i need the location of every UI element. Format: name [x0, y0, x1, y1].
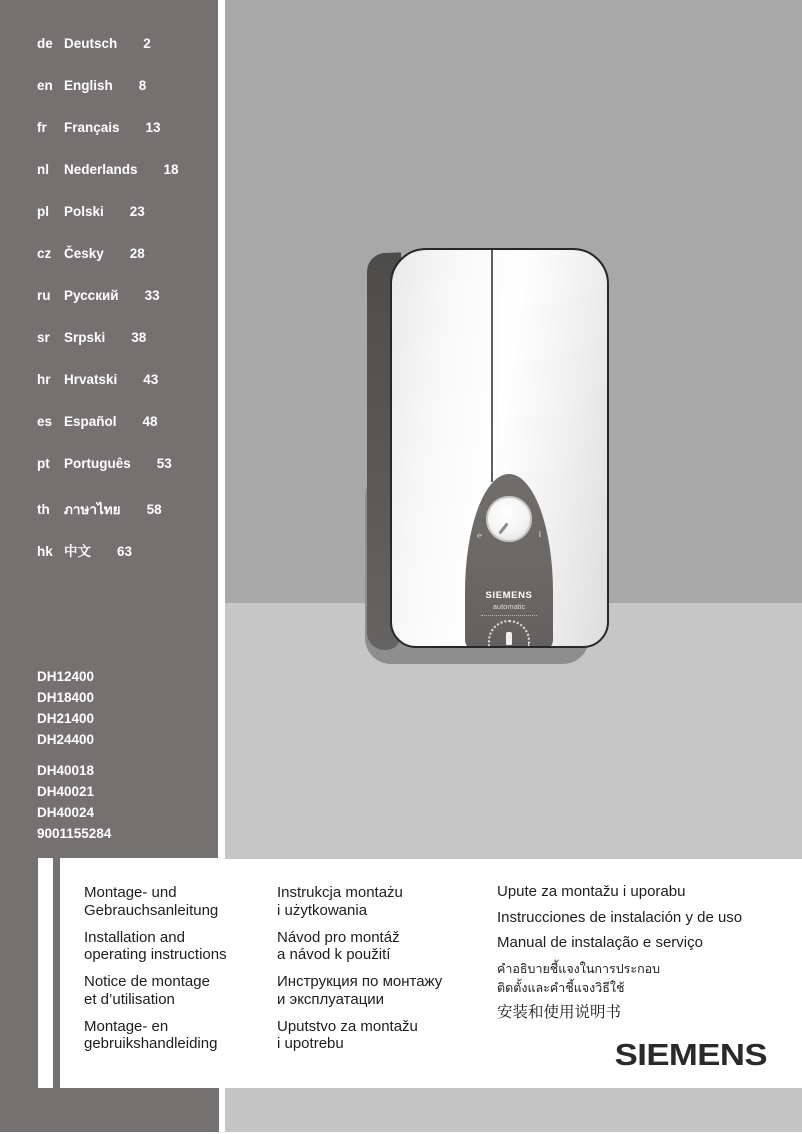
language-code: cz: [37, 246, 52, 261]
title-de: [84, 884, 274, 919]
language-name: Srpski: [64, 330, 106, 345]
model-number-group-2: [37, 760, 111, 844]
language-code: hk: [37, 544, 53, 559]
spout-icon: [506, 632, 512, 645]
language-name: Português: [64, 456, 131, 471]
language-name: Français: [64, 120, 120, 135]
language-name: Deutsch: [64, 36, 118, 51]
language-name: Česky: [64, 246, 104, 261]
front-seam-light-line: [496, 250, 499, 482]
language-name: Hrvatski: [64, 372, 118, 387]
title-ru: [277, 973, 492, 1008]
front-seam-dark-line: [491, 250, 493, 482]
title-pt: Manual de instalação e serviço: [497, 934, 703, 951]
title-line: и эксплуатации: [277, 990, 385, 1008]
language-row-sr: [37, 330, 212, 344]
bottom-gray-bar: [225, 1088, 802, 1132]
knob-min-mark: ℮: [477, 531, 482, 540]
title-line: Instrukcja montażu: [277, 884, 403, 901]
language-row-hr: [37, 372, 212, 386]
title-line: Notice de montage: [84, 973, 210, 990]
language-row-pt: [37, 456, 212, 470]
model-number: DH40018: [37, 763, 95, 778]
title-line: Инструкция по монтажу: [277, 973, 443, 990]
language-code: en: [37, 78, 53, 93]
language-page-number: 13: [145, 120, 161, 135]
language-row-cz: [37, 246, 212, 260]
title-line: Montage- en: [84, 1017, 169, 1035]
language-row-es: [37, 414, 212, 428]
water-heater-front: [390, 248, 609, 648]
language-page-number: 48: [142, 414, 158, 429]
language-page-number: 38: [131, 330, 147, 345]
product-illustration-scene: [225, 0, 802, 859]
temperature-knob: [486, 496, 532, 542]
language-name: 中文: [64, 544, 91, 559]
title-hr: Upute za montažu i uporabu: [497, 883, 686, 900]
language-code: de: [37, 36, 53, 51]
language-code: sr: [37, 330, 50, 345]
model-number: DH12400: [37, 669, 95, 684]
language-name: Nederlands: [64, 162, 138, 177]
language-name: Русский: [64, 288, 119, 303]
language-code: pl: [37, 204, 49, 219]
language-page-number: 28: [129, 246, 145, 261]
device-automatic-label: automatic: [492, 602, 526, 611]
language-name: Español: [64, 414, 117, 429]
title-line: Installation and: [84, 928, 185, 946]
title-en: [84, 929, 274, 964]
title-line: คำอธิบายชี้แจงในการประกอบ: [497, 961, 661, 976]
language-row-en: [37, 78, 212, 92]
title-sr: [277, 1018, 492, 1053]
model-number: DH18400: [37, 690, 95, 705]
language-name: ภาษาไทย: [64, 502, 121, 517]
language-page-number: 53: [156, 456, 172, 471]
model-number-list: [37, 666, 111, 844]
titles-column-1: [84, 884, 274, 1062]
language-page-number: 33: [144, 288, 160, 303]
language-name: English: [64, 78, 113, 93]
model-number: DH40021: [37, 784, 95, 799]
language-row-hk: [37, 540, 212, 559]
title-line: Uputstvo za montažu: [277, 1017, 418, 1035]
titles-column-2: [277, 884, 492, 1062]
title-line: i użytkowania: [277, 901, 368, 919]
document-number: 9001155284: [37, 826, 112, 841]
language-code: hr: [37, 372, 51, 387]
dial-tick-row: [481, 615, 537, 616]
title-th: [497, 960, 797, 998]
title-cz: [277, 929, 492, 964]
title-line: Gebrauchsanleitung: [84, 901, 219, 919]
language-page-number: 8: [138, 78, 147, 93]
control-panel: [465, 474, 553, 648]
language-page-number: 2: [143, 36, 151, 51]
language-code: nl: [37, 162, 49, 177]
language-index: [37, 36, 212, 582]
language-page-number: 23: [129, 204, 145, 219]
language-page-number: 63: [117, 544, 133, 559]
title-line: Návod pro montáž: [277, 928, 400, 946]
siemens-logo: SIEMENS: [614, 1037, 767, 1072]
language-row-fr: [37, 120, 212, 134]
knob-max-mark: I: [538, 530, 541, 539]
title-fr: [84, 973, 274, 1008]
titles-column-3: [497, 883, 797, 1022]
knob-indicator-mark: [498, 522, 508, 534]
language-row-th: [37, 498, 212, 517]
language-code: pt: [37, 456, 50, 471]
title-line: ติดตั้งและคำชี้แจงวิธีใช้: [497, 980, 625, 995]
title-pl: [277, 884, 492, 919]
language-row-nl: [37, 162, 212, 176]
language-page-number: 58: [146, 502, 162, 517]
language-page-number: 43: [143, 372, 159, 387]
title-es: Instrucciones de instalación y de uso: [497, 908, 743, 926]
language-row-pl: [37, 204, 212, 218]
title-line: i upotrebu: [277, 1035, 344, 1052]
device-brand-label: SIEMENS: [485, 590, 533, 601]
vertical-divider-stripe: [53, 858, 60, 1088]
title-line: operating instructions: [84, 946, 227, 963]
model-number: DH40024: [37, 805, 95, 820]
language-name: Polski: [64, 204, 104, 219]
title-zh: 安装和使用说明书: [497, 1003, 622, 1021]
title-line: a návod k použití: [277, 946, 391, 963]
model-number: DH21400: [37, 711, 95, 726]
title-line: et d’utilisation: [84, 990, 175, 1008]
language-code: th: [37, 502, 50, 517]
language-page-number: 18: [163, 162, 179, 177]
language-code: fr: [37, 120, 47, 135]
title-line: gebruikshandleiding: [84, 1035, 218, 1052]
language-row-de: [37, 36, 212, 50]
language-code: ru: [37, 288, 51, 303]
language-code: es: [37, 414, 53, 429]
title-nl: [84, 1018, 274, 1053]
language-row-ru: [37, 288, 212, 302]
bottom-left-gray-block: [0, 1088, 219, 1132]
title-line: Montage- und: [84, 884, 177, 901]
model-number: DH24400: [37, 732, 95, 747]
